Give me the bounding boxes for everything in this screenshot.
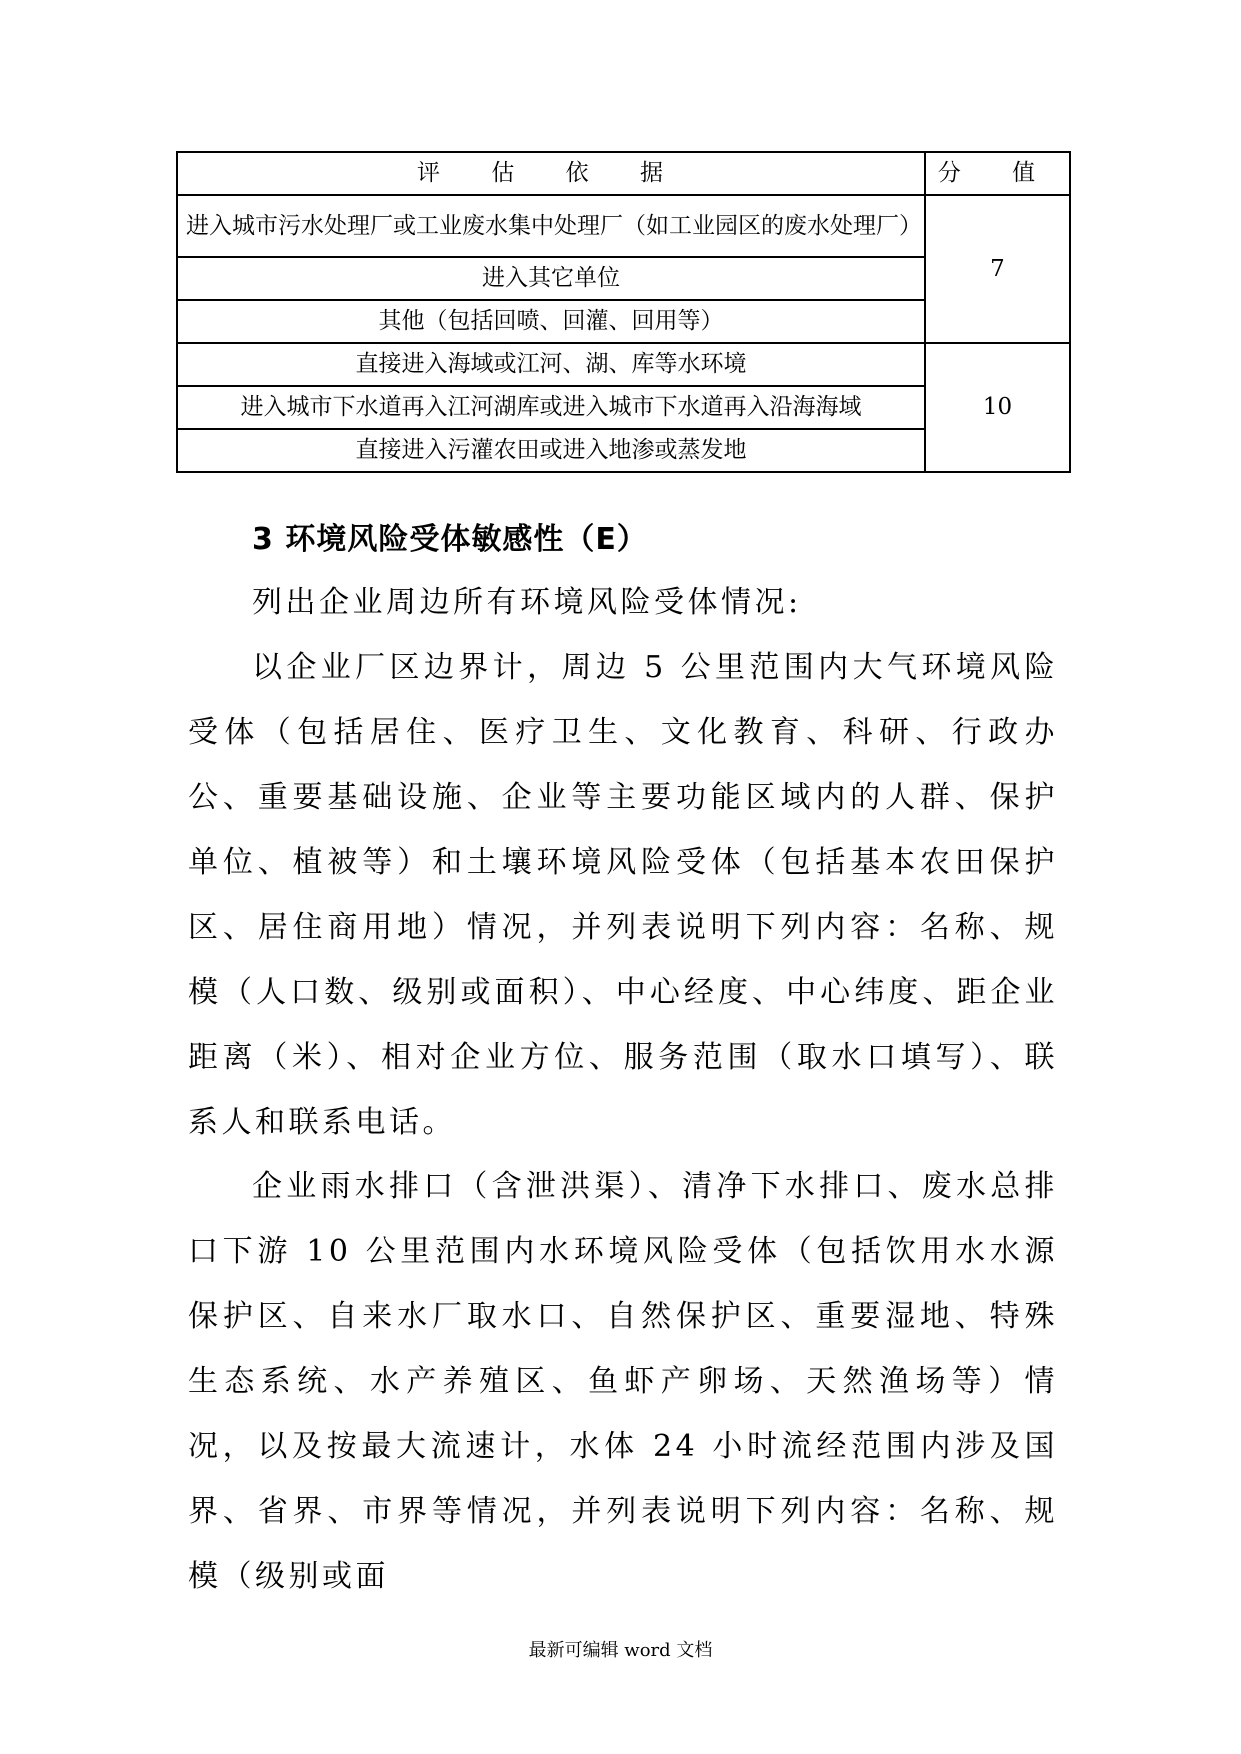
assessment-basis-table [176,151,1071,473]
page-footer: 最新可编辑 word 文档 [528,1640,713,1661]
table-row [177,195,1070,257]
basis-cell: 进入其它单位 [177,257,925,300]
table-row [177,343,1070,386]
basis-cell: 进入城市污水处理厂或工业废水集中处理厂（如工业园区的废水处理厂） [177,195,925,257]
paragraph-water-receptors: 企业雨水排口（含泄洪渠）、清净下水排口、废水总排口下游 10 公里范围内水环境风险受体（包括饮用水水源保护区、自来水厂取水口、自然保护区、重要湿地、特殊生态系统、水产养殖区、鱼虾产卵场、天然渔场等）情况，以及按最大流速计，水体 24 小时流经范围内涉及国界、省界、市界等情况，并列表说明下列内容：名称、规模（级别或面 [188,1169,1058,1594]
section-heading: 3 环境风险受体敏感性（E） [252,522,648,557]
header-basis: 评 估 依 据 [177,152,925,195]
table-header-row [177,152,1070,195]
basis-cell: 直接进入海域或江河、湖、库等水环境 [177,343,925,386]
basis-cell: 其他（包括回喷、回灌、回用等） [177,300,925,343]
basis-cell: 直接进入污灌农田或进入地渗或蒸发地 [177,429,925,472]
paragraph-intro: 列出企业周边所有环境风险受体情况: [252,585,802,620]
paragraph-air-soil-receptors: 以企业厂区边界计，周边 5 公里范围内大气环境风险受体（包括居住、医疗卫生、文化教育、科研、行政办公、重要基础设施、企业等主要功能区域内的人群、保护单位、植被等）和土壤环境风险受体（包括基本农田保护区、居住商用地）情况，并列表说明下列内容：名称、规模（人口数、级别或面积）、中心经度、中心纬度、距企业距离（米）、相对企业方位、服务范围（取水口填写）、联系人和联系电话。 [188,650,1058,1140]
header-score: 分 值 [925,152,1070,195]
basis-cell: 进入城市下水道再入江河湖库或进入城市下水道再入沿海海域 [177,386,925,429]
score-cell: 10 [925,343,1070,472]
score-cell: 7 [925,195,1070,343]
